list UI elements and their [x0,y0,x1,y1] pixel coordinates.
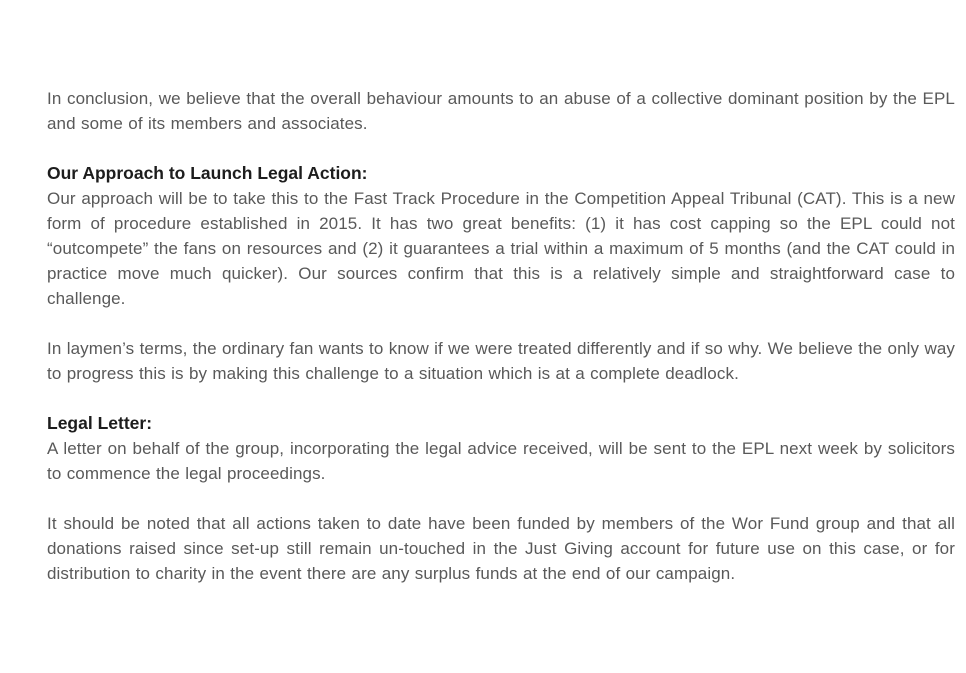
legal-action-approach-section [47,161,955,311]
laymen-terms-section [47,336,955,386]
legal-letter-section [47,411,955,486]
funding-note-paragraph: It should be noted that all actions taken to date have been funded by members of the Wor Fund group and that all donations raised since set-up still remain un-touched in the Just Giving account for future use on this case, or for distribution to charity in the event there are any surplus funds at the end of our campaign. [47,514,955,583]
laymen-terms-paragraph: In laymen’s terms, the ordinary fan wants to know if we were treated differently and if so why. We believe the only way to progress this is by making this challenge to a situation which is at a complete deadlock. [47,339,955,383]
legal-action-approach-paragraph: Our approach will be to take this to the Fast Track Procedure in the Competition Appeal Tribunal (CAT). This is a new form of procedure established in 2015. It has two great benefits: (1) it has cost capping so the EPL could not “outcompete” the fans on resources and (2) it guarantees a trial within a maximum of 5 months (and the CAT could in practice move much quicker). Our sources confirm that this is a relatively simple and straightforward case to challenge. [47,189,955,308]
legal-letter-heading: Legal Letter: [47,413,153,433]
legal-letter-paragraph: A letter on behalf of the group, incorporating the legal advice received, will be sent to the EPL next week by solicitors to commence the legal proceedings. [47,439,955,483]
funding-note-section [47,511,955,586]
conclusion-section [47,86,955,136]
legal-action-approach-heading: Our Approach to Launch Legal Action: [47,163,368,183]
document-content [47,86,955,611]
conclusion-paragraph: In conclusion, we believe that the overall behaviour amounts to an abuse of a collective dominant position by the EPL and some of its members and associates. [47,89,955,133]
